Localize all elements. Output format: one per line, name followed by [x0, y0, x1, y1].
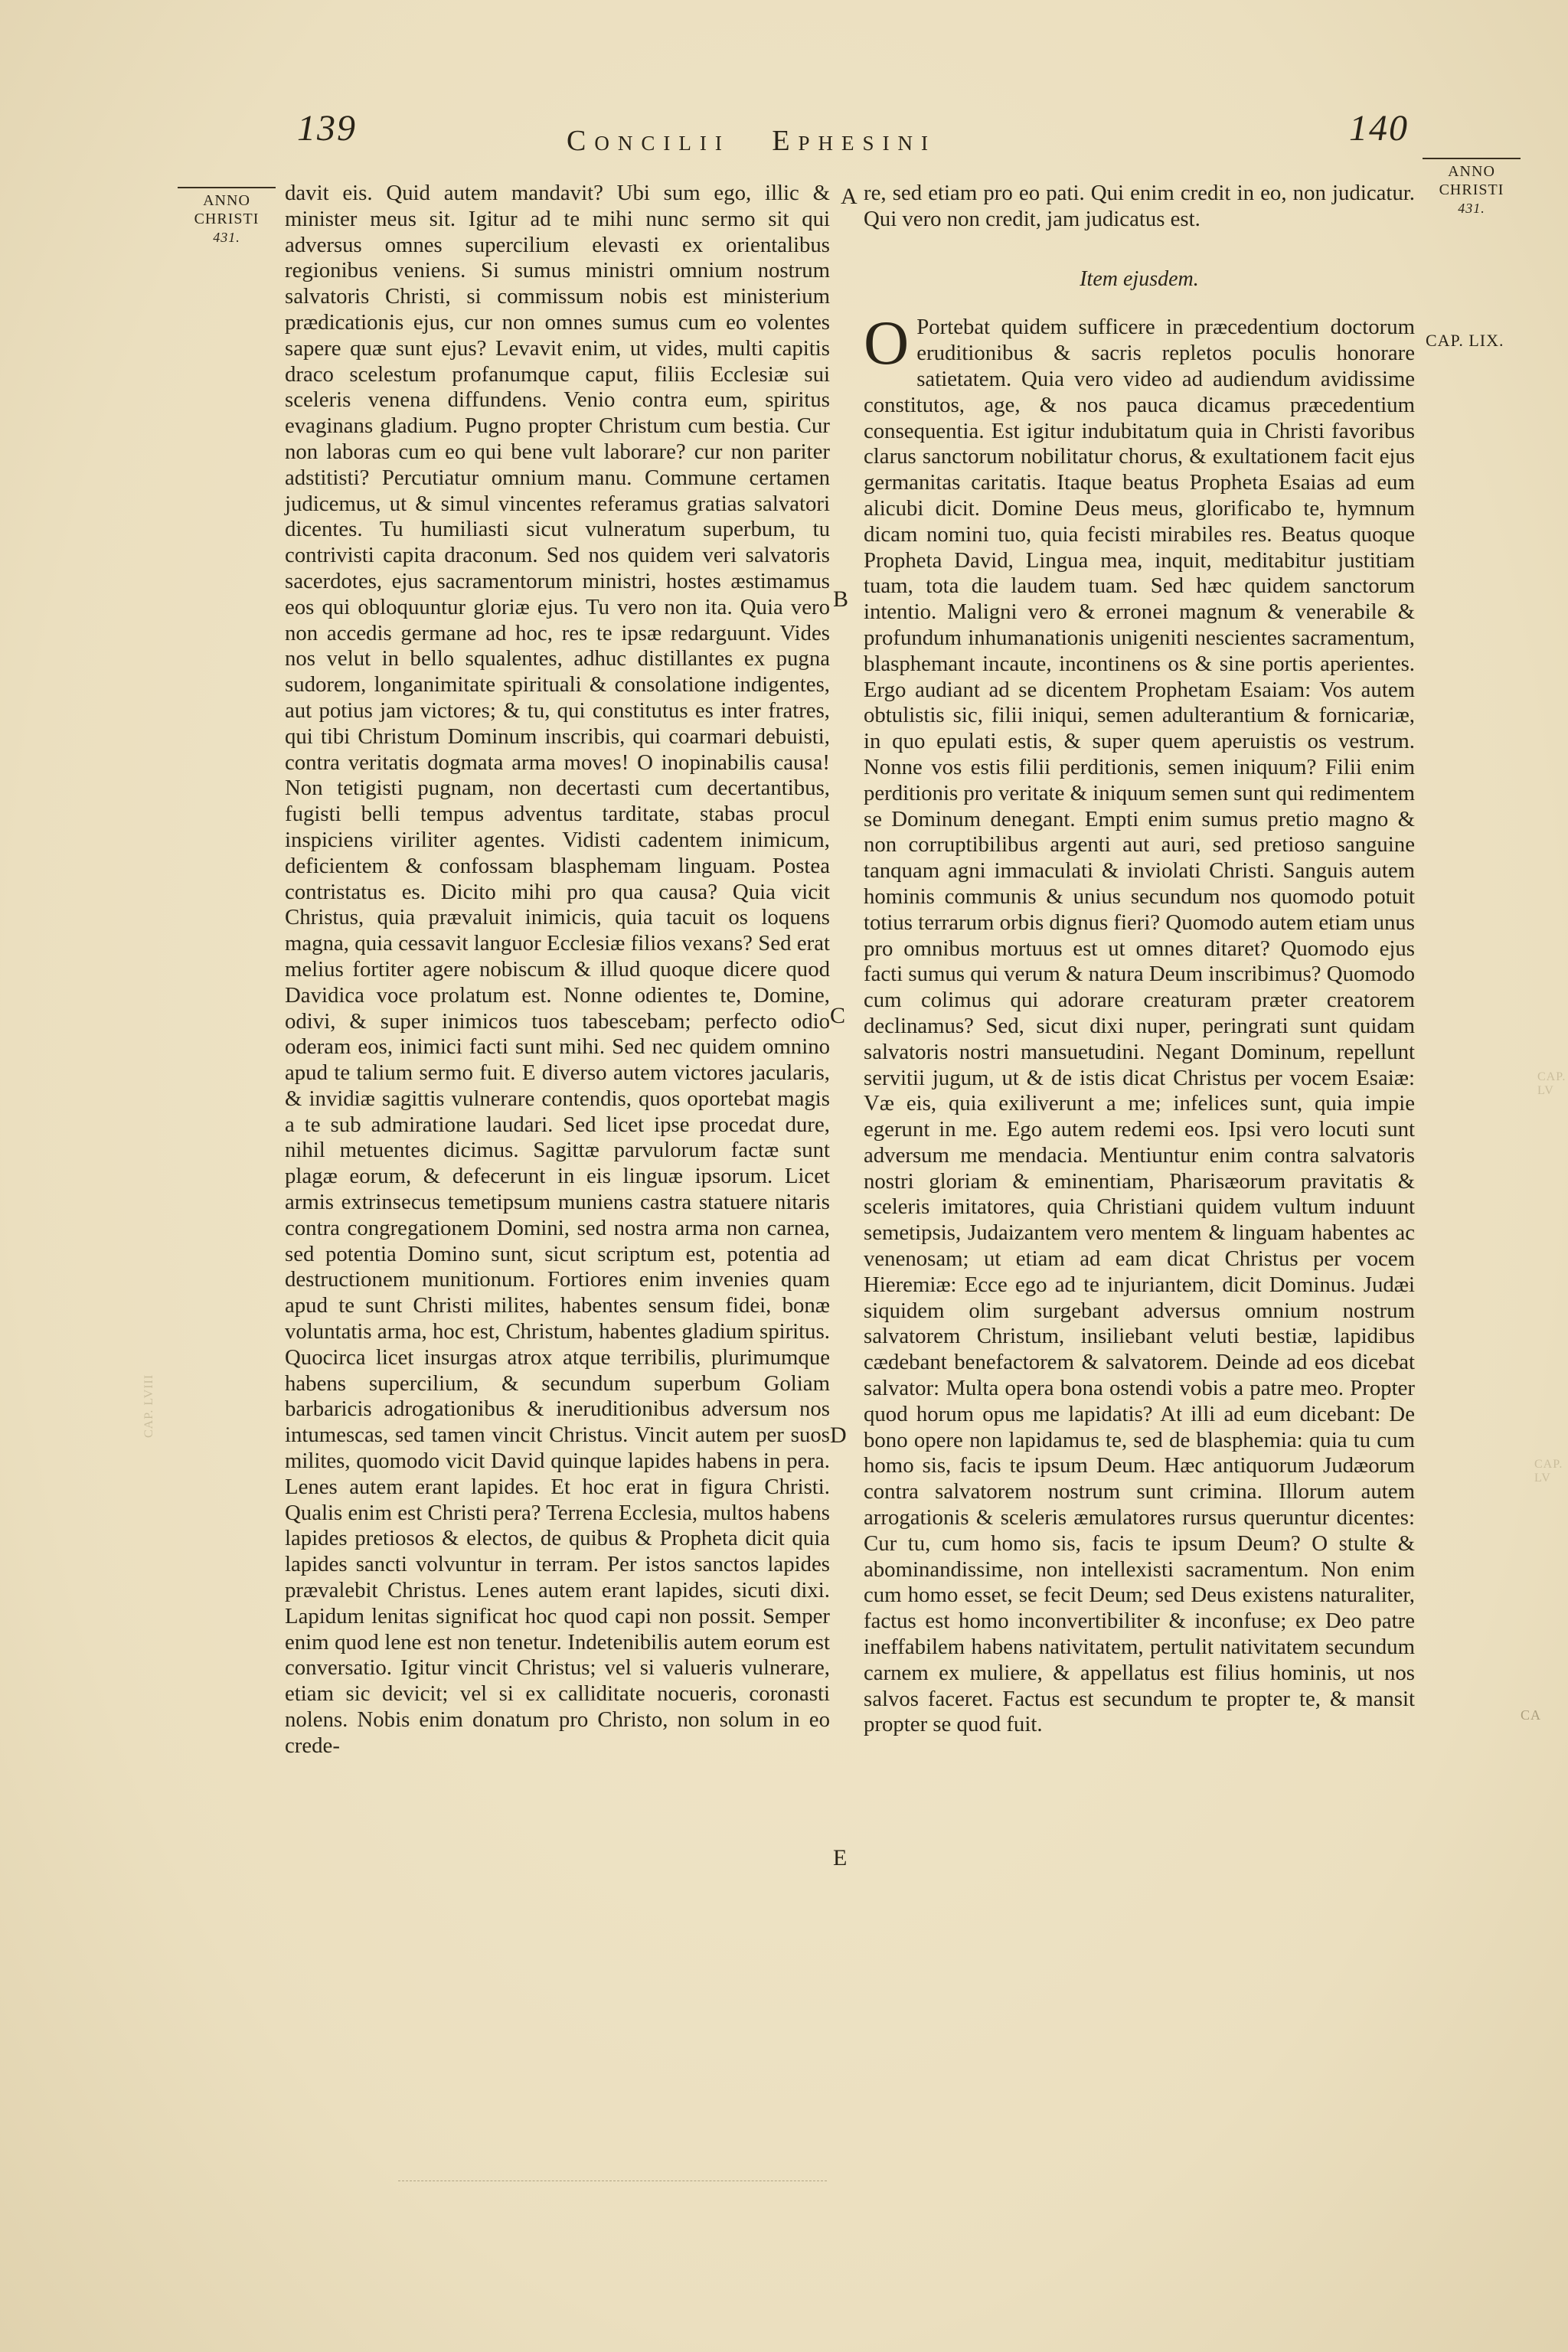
section-letter-b: B: [833, 586, 849, 612]
section-letter-e: E: [833, 1845, 848, 1870]
page-number-left: 139: [297, 108, 357, 149]
margin-note-line: CHRISTI: [1439, 181, 1504, 198]
section-letter-a: A: [841, 184, 858, 209]
margin-note-line: ANNO: [1448, 163, 1495, 180]
bottom-rule: [398, 2180, 827, 2181]
margin-rule: [178, 187, 276, 188]
margin-rule: [1423, 158, 1521, 159]
section-letter-c: C: [830, 1003, 846, 1028]
body-paragraph: davit eis. Quid autem mandavit? Ubi sum ego, illic & minister meus sit. Igitur ad te mihi nunc sermo sit qui adversus omnes supercilium elevasti ex orientalibus regionibus veniens. Si sumus ministri omnium nostrum salvatoris Christi, si commissum nobis est ministerium prædicationis ejus, cur non omnes sumus cum eo volentes sapere quæ sunt ejus? Levavit enim, ut vides, multi capitis draco scelestum profanumque caput, filiis Ecclesiæ sui sceleris venena diffundens. Venio contra eum, spiritus evaginans gladium. Pugno propter Christum cum bestia. Cur non laboras cum eo qui bene vult laborare? cur non pariter adstitisti? Percutiatur omnium manu. Commune certamen judicemus, ut & simul vincentes referamus gratias salvatori dicentes. Tu humiliasti sicut vulneratum superbum, tu contrivisti capita draconum. Sed nos quidem veri salvatoris sacerdotes, ejus sacramentorum ministri, hostes æstimamus eos qui obloquuntur gloriæ ejus. Tu vero non ita. Quia vero non accedis germane ad hoc, res te ipsæ redarguunt. Vides nos velut in bello squalentes, adhuc distillantes ex pugna sudorem, longanimitate spirituali & consolatione indigentes, aut potius jam victores; & tu, qui constitutus es inter fratres, qui tibi Christum Dominum inscribis, qui coarmari debuisti, contra veritatis dogmata arma moves! O inopinabilis causa! Non tetigisti pugnam, non decertasti cum decertantibus, fugisti belli tempus adventus tarditate, stabas procul inspiciens viriliter agentes. Vidisti cadentem inimicum, deficientem & confossam blasphemam linguam. Postea contristatus es. Dicito mihi pro qua causa? Quia vicit Christus, quia prævaluit inimicis, quia tacuit os loquens magna, quia cessavit languor Ecclesiæ filios vexans? Sed erat melius fortiter agere nobiscum & illud quoque dicere quod Davidica voce prolatum est. Nonne odientes te, Domine, odivi, & super inimicos tuos tabescebam; perfecto odio oderam eos, inimici facti sunt mihi. Sed nec quidem omnino apud te talium sermo fuit. E diverso autem victores jacularis, & invidiæ sagittis vulnerare contendis, quos oportebat magis a te sub admiratione laudari. Sed licet ipse procedat dure, nihil metuentes dicimus. Sagittæ parvulorum factæ sunt plagæ eorum, & defecerunt in eis linguæ ipsorum. Licet armis extrinsecus temetipsum muniens castra statuere nitaris contra congregationem Domini, sed nostra arma non carnea, sed potentia Domino sunt, sicut scriptum est, potentia ad destructionem munitionum. Fortiores enim invenies quam apud te sunt Christi milites, habentes sensum fidei, bonæ voluntatis arma, hoc est, Christum, habentes gladium spiritus. Quocirca licet insurgas atrox atque terribilis, plurimumque habens supercilium, & secundum superbum Goliam barbaricis adrogationibus & ineruditionibus adversum nos intumescas, sed tamen vincit Christus. Vincit autem per suos milites, quomodo vicit David quinque lapides habens in pera. Lenes autem erant lapides. Et hoc erat in figura Christi. Qualis enim est Christi pera? Terrena Ecclesia, multos habens lapides pretiosos & electos, de quibus & Propheta dicit quia lapides sancti volvuntur in terram. Per istos sanctos lapides prævalebit Christus. Lenes autem erant lapides, sicuti dixi. Lapidum lenitas significat hoc quod capi non possit. Semper enim quod lene est non tenetur. Indetenibilis autem eorum est conversatio. Igitur vincit Christus; vel si valueris vulnerare, etiam sic devicit; vel si ex calliditate nocueris, coronasti nolens. Nobis enim donatum pro Christo, non solum in eo crede-: [285, 181, 830, 1758]
continuation-paragraph: re, sed etiam pro eo pati. Qui enim credit in eo, non judicatur. Qui vero non credit, jam judicatus est.: [864, 181, 1415, 231]
running-title-word-1: Concilii: [567, 125, 730, 157]
running-header: [0, 107, 1568, 176]
chapter-marker: CAP. LIX.: [1426, 331, 1504, 350]
margin-note-year: 431.: [1458, 201, 1485, 216]
bleed-through-text: CAP. LVIII: [142, 1374, 155, 1438]
sermon-paragraph: [864, 308, 1415, 1738]
margin-note-year-left: [178, 187, 276, 247]
page-number-right: 140: [1349, 108, 1409, 149]
left-column-text: [285, 181, 830, 1759]
drop-capital: O: [864, 308, 910, 378]
bleed-through-text: CAP. LV: [1534, 1458, 1563, 1485]
bleed-through-text: CA: [1521, 1707, 1542, 1723]
margin-note-year-right: [1423, 158, 1521, 217]
running-title: [567, 124, 962, 158]
right-column-text: [864, 181, 1415, 1738]
bleed-through-text: CAP. LV: [1537, 1070, 1566, 1097]
sermon-text: Portebat quidem sufficere in præcedentium doctorum eruditionibus & sacris repletos poculis honorare satietatem. Quia vero video ad audiendum avidissime constitutos, age, & nos pauca dicamus præcedentium consequentia. Est igitur indubitatum quia in Christi favoribus clarus sanctorum nobilitatur chorus, & exultationem facit ejus germanitas caritatis. Itaque beatus Propheta Esaias ad eum alicubi dicit. Domine Deus meus, glorificabo te, hymnum dicam nomini tuo, quia fecisti mirabiles res. Beatus quoque Propheta David, Lingua mea, inquit, meditabitur justitiam tuam, tota die laudem tuam. Sed hæc quidem sanctorum intentio. Maligni vero & erronei magnum & venerabile & profundum inhumanationis unigeniti nescientes sacramentum, blasphemant incaute, incontinens os & sine portis aperientes. Ergo audiant ad se dicentem Prophetam Esaiam: Vos autem obtulistis sic, filii iniqui, semen adulterantium & fornicariæ, in quo epulati estis, & super quem aperuistis os vestrum. Nonne vos estis filii perditionis, semen iniquum? Filii enim perditionis pro veritate & iniquum semen sunt qui redimentem se Dominum denegant. Empti enim sumus pretio magno & non corruptibilibus argenti aut auri, sed pretioso sanguine tanquam agni immaculati & inviolati Christi. Sanguis autem hominis communis & unius secundum nos quomodo potuit totius terrarum orbis dignus fieri? Quomodo autem etiam unus pro omnibus mortuus est ut omnes ditaret? Quomodo ejus facti sumus qui verum & natura Deum inscribimus? Quomodo cum colimus qui adorare creaturam præter creatorem declinamus? Sed, sicut dixi nuper, peringrati sunt quidam salvatoris nostri mansuetudini. Negant Dominum, repellunt servitii jugum, ut & de istis dicat Christus per vocem Esaiæ: Væ eis, quia exiliverunt a me; infelices sunt, quia impie egerunt in me. Ego autem redemi eos. Ipsi vero locuti sunt adversum me mendacia. Mentiuntur enim contra salvatoris nostri gloriam & eminentiam, Pharisæorum pravitatis & sceleris imitatores, quia Christiani quidem vultum induunt semetipsis, Judaizantem vero mentem & linguam habentes ac venenosam; ut etiam ad eam dicat Christus per vocem Hieremiæ: Ecce ego ad te injuriantem, dicit Dominus. Judæi siquidem olim surgebant adversus omnium nostrum salvatorem Christum, insiliebant veluti bestiæ, lapidibus cædebant benefactorem & salvatorem. Deinde ad eos dicebat salvator: Multa opera bona ostendi vobis a patre meo. Propter quod horum opus me lapidatis? At illi ad eum dicebant: De bono opere non lapidamus te, sed de blasphemia: quia tu cum homo sis, facis te ipsum Deum. Hæc antiquorum Judæorum contra salvatorem nostrum sunt crimina. Illorum autem arrogationis & sceleris æmulatores rursus queruntur dicentes: Cur tu, cum homo sis, facis te ipsum Deum? O stulte & abominandissime, non intellexisti sacramentum. Non enim cum homo esset, se fecit Deum; sed Deus existens naturaliter, factus est homo inconvertibiliter & inconfuse; ex Deo patre ineffabilem habens nativitatem, pertulit nativitatem secundum carnem ex muliere, & appellatus est filius hominis, ut nos salvos faceret. Factus est secundum te propter te, & mansit propter se quod fuit.: [864, 315, 1415, 1737]
margin-note-line: ANNO: [203, 192, 250, 209]
running-title-word-2: Ephesini: [772, 125, 937, 157]
section-letter-d: D: [830, 1423, 847, 1448]
margin-note-line: CHRISTI: [194, 211, 260, 227]
section-title: Item ejusdem.: [1080, 266, 1199, 291]
margin-note-year: 431.: [213, 230, 240, 245]
